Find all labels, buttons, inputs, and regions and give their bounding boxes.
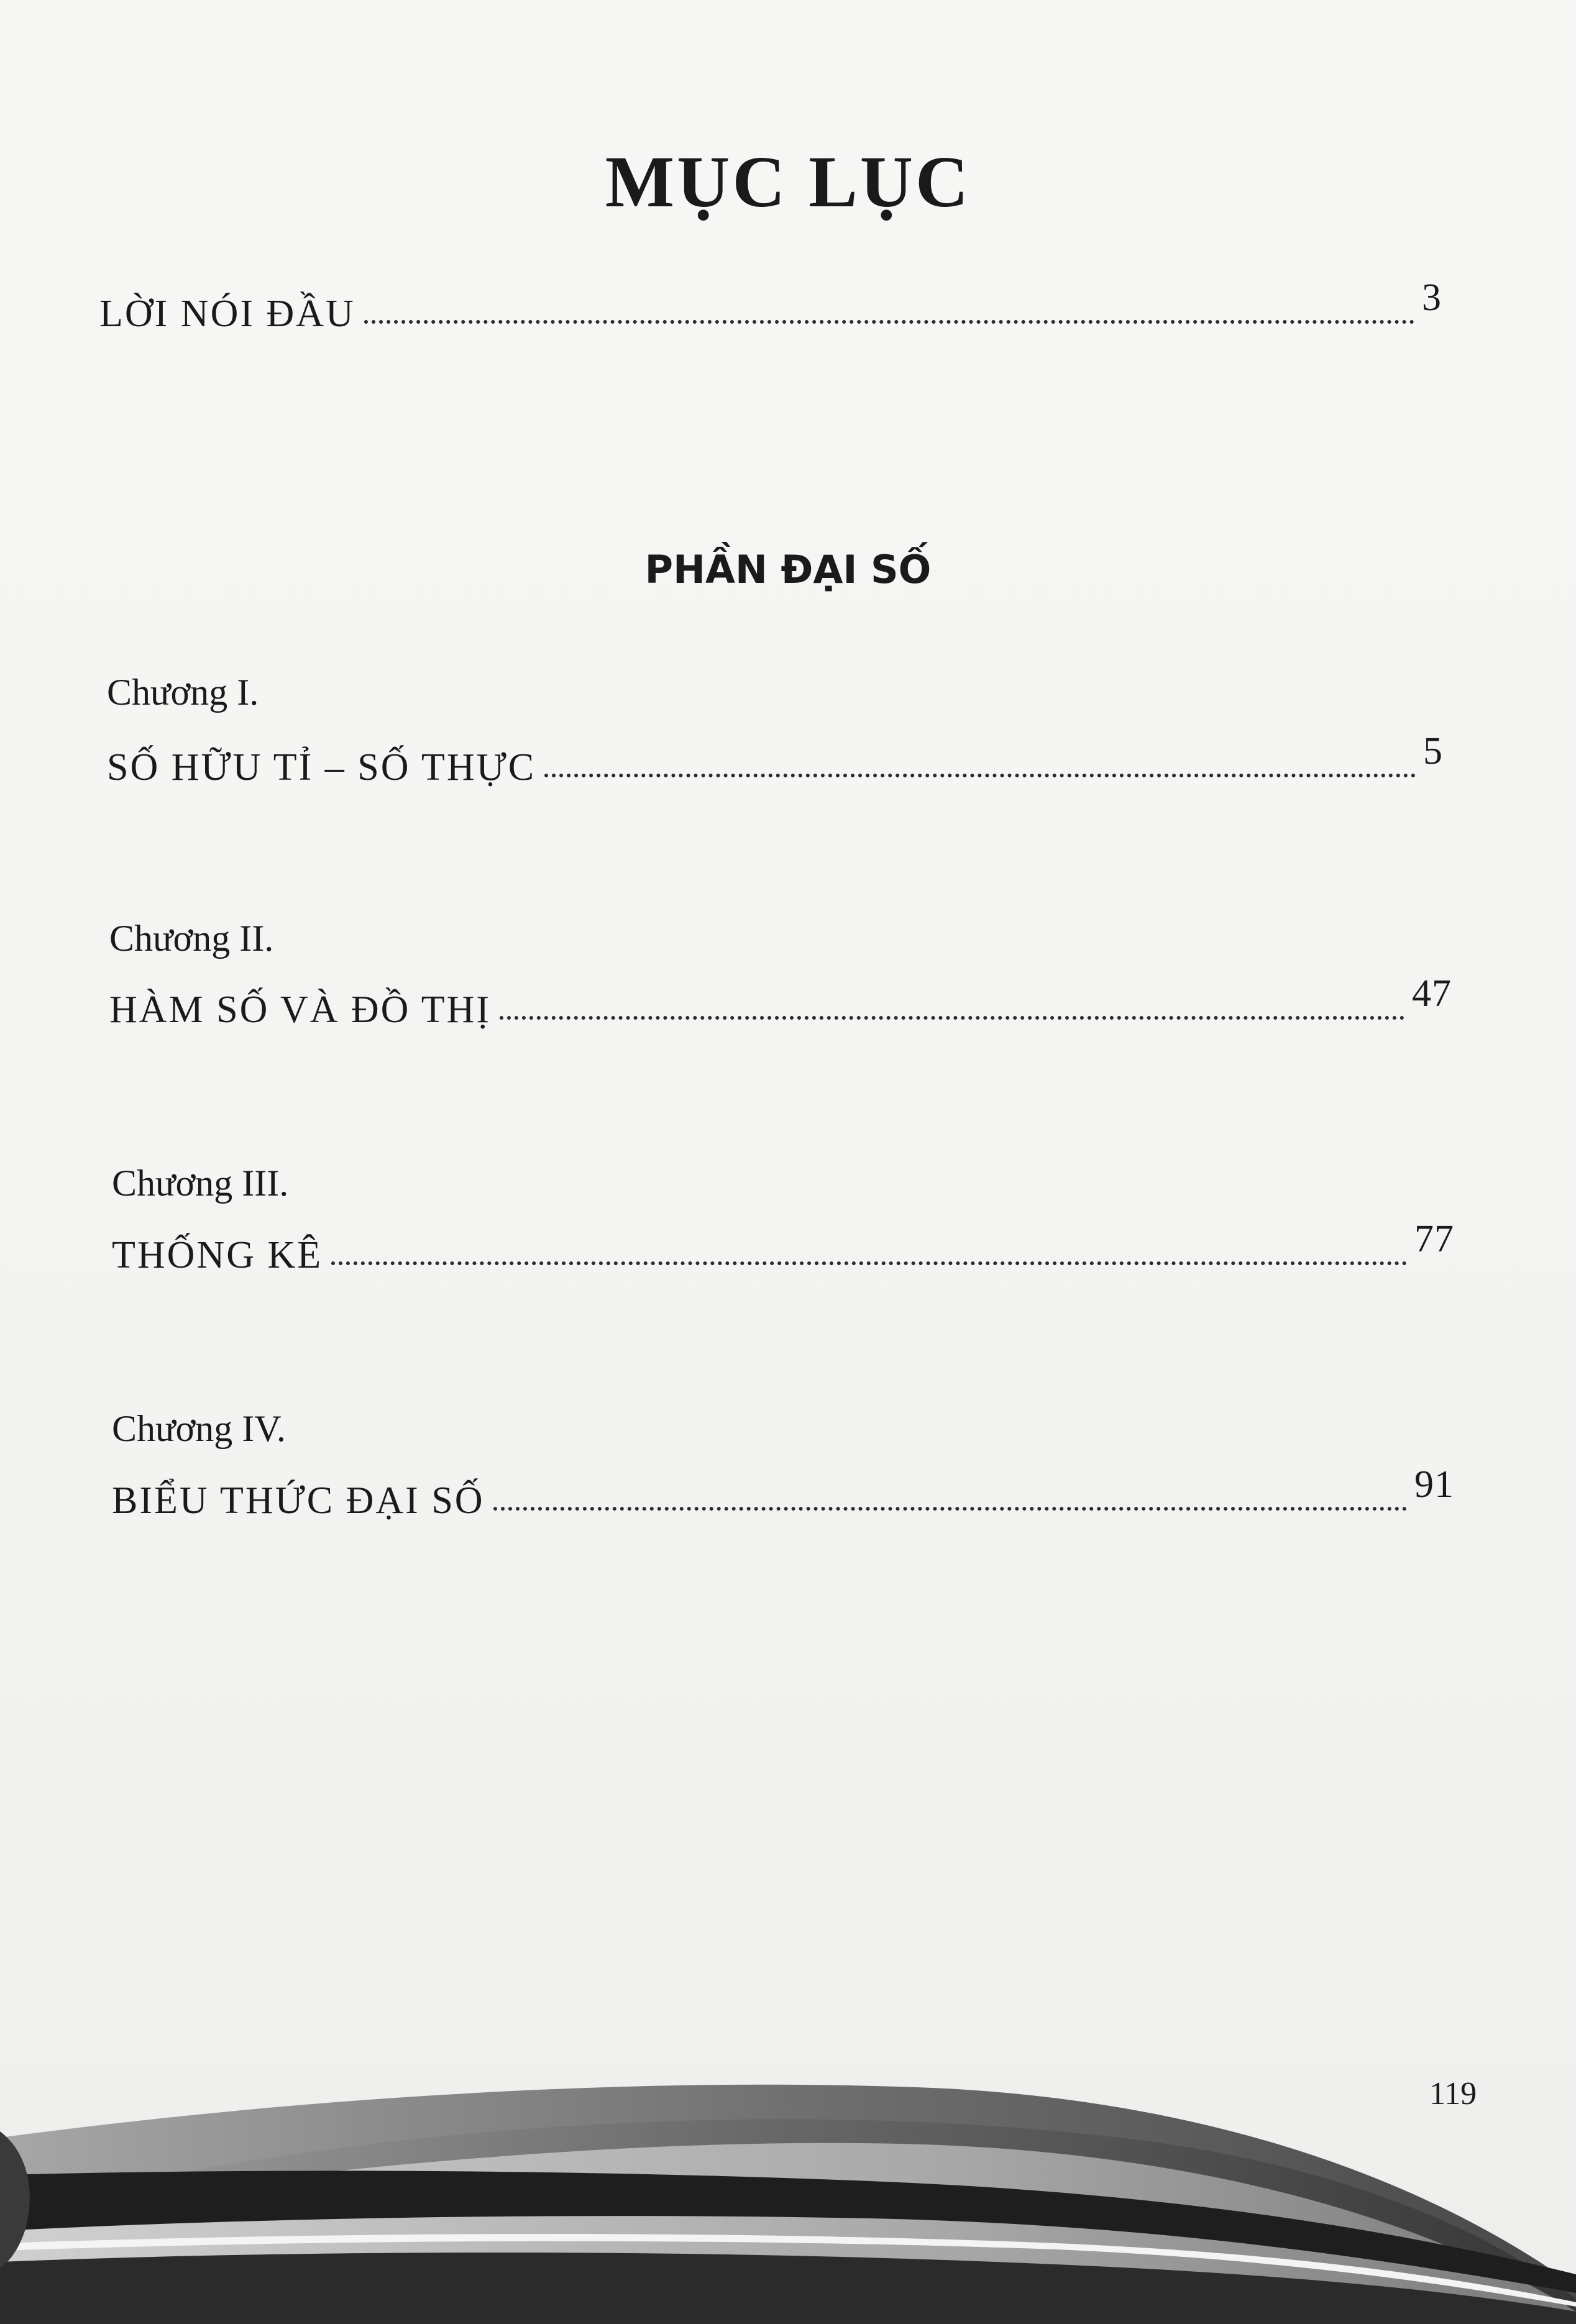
dot-leader [500, 1016, 1404, 1020]
chapter-label: Chương II. [109, 918, 274, 959]
chapter-label: Chương IV. [112, 1408, 286, 1449]
toc-entry-chapter-2[interactable] [109, 972, 1452, 1032]
toc-entry-preface[interactable] [99, 277, 1442, 336]
toc-page-number: 77 [1414, 1218, 1454, 1260]
dot-leader [544, 774, 1416, 777]
dot-leader [493, 1507, 1407, 1511]
chapter-label: Chương III. [112, 1163, 289, 1204]
toc-entry-title: THỐNG KÊ [112, 1234, 323, 1276]
toc-entry-title: HÀM SỐ VÀ ĐỒ THỊ [109, 989, 492, 1031]
toc-page-number: 3 [1422, 277, 1442, 319]
dot-leader [331, 1261, 1407, 1265]
toc-entry-title: SỐ HỮU TỈ – SỐ THỰC [107, 746, 536, 789]
chapter-label: Chương I. [107, 672, 259, 713]
decorative-swoosh [0, 2026, 1576, 2324]
toc-entry-chapter-3[interactable] [112, 1218, 1454, 1278]
section-heading: PHẦN ĐẠI SỐ [644, 547, 932, 592]
toc-page-number: 91 [1414, 1463, 1454, 1506]
toc-page-number: 47 [1412, 972, 1452, 1015]
page-title: MỤC LỤC [605, 141, 971, 222]
toc-entry-title: LỜI NÓI ĐẦU [99, 293, 355, 335]
toc-entry-title: BIỂU THỨC ĐẠI SỐ [112, 1480, 485, 1522]
page-number: 119 [1429, 2076, 1477, 2111]
toc-page-number: 5 [1423, 730, 1443, 772]
toc-entry-chapter-1[interactable] [107, 730, 1443, 790]
toc-entry-chapter-4[interactable] [112, 1463, 1454, 1523]
dot-leader [364, 320, 1414, 324]
